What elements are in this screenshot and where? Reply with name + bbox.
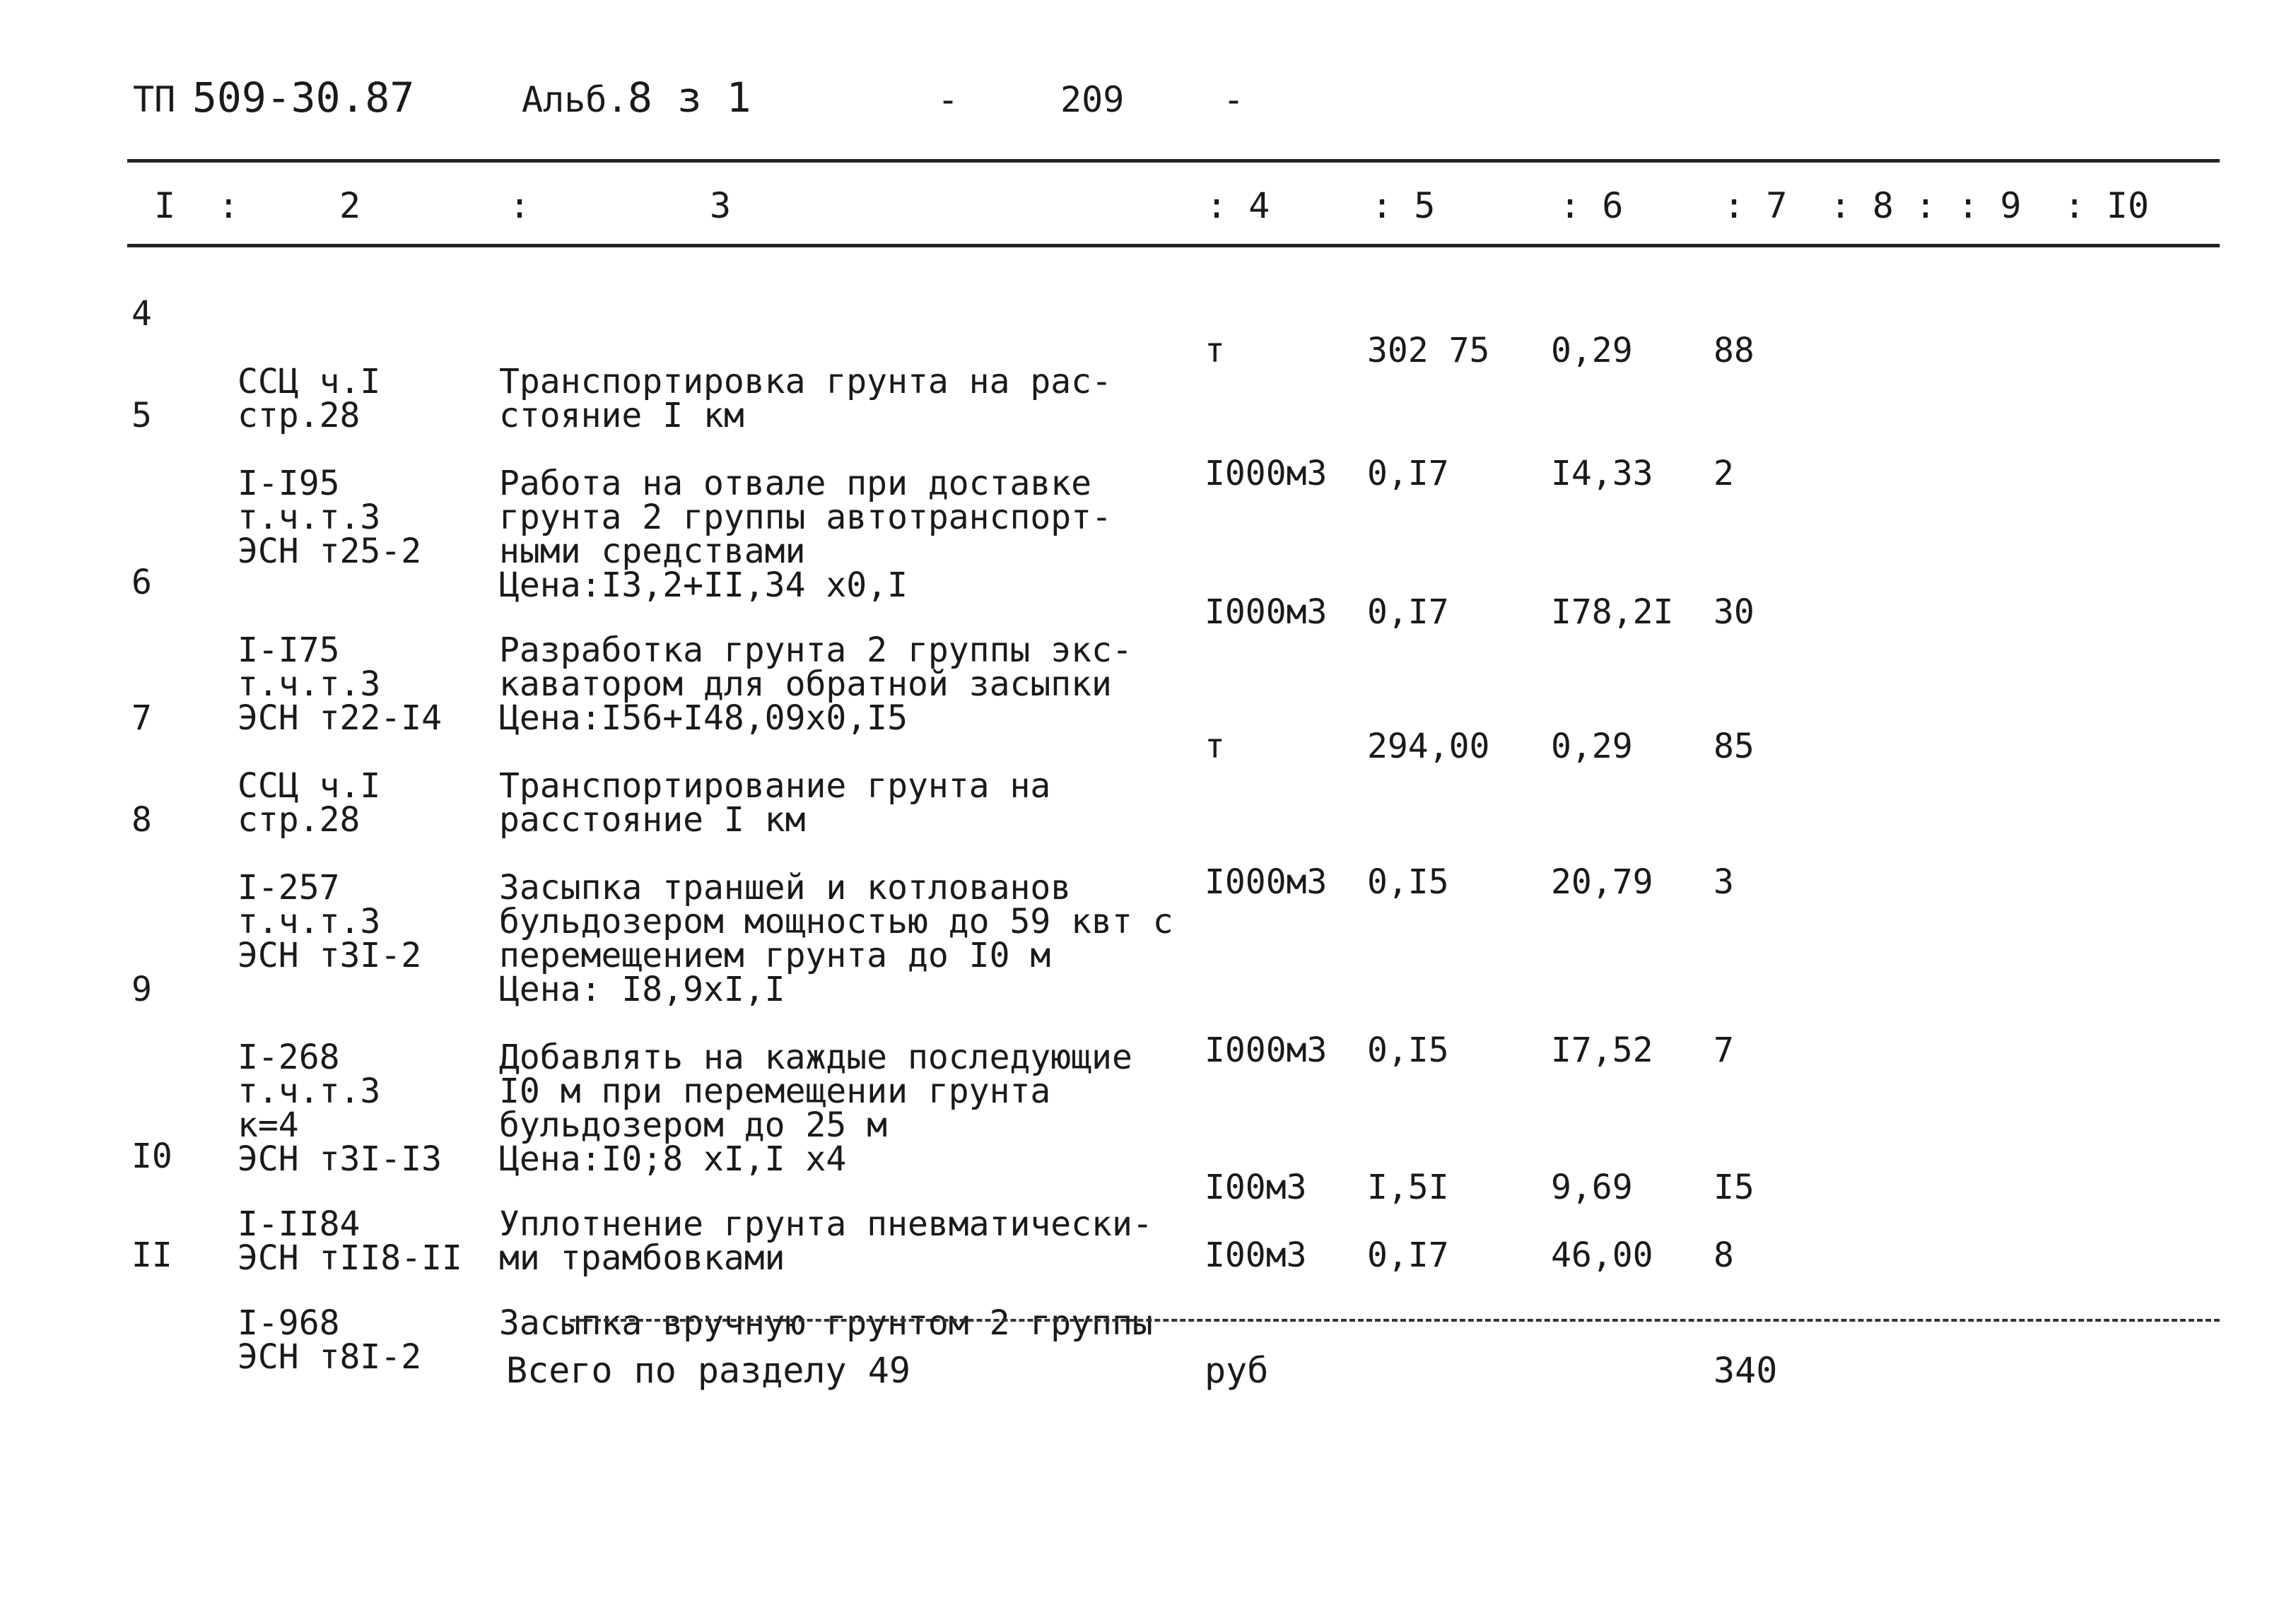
- unit-price: 46,00: [1551, 1235, 1653, 1275]
- unit: I000м3: [1205, 592, 1328, 632]
- cost: 7: [1714, 1030, 1734, 1070]
- work-description: Уплотнение грунта пневматически- ми трамбовками: [499, 1204, 1153, 1278]
- column-header-2: 2: [339, 185, 361, 226]
- unit: т: [1205, 727, 1225, 766]
- cost: 8: [1714, 1235, 1734, 1275]
- cost: 88: [1714, 331, 1755, 370]
- column-header-sep: :: [509, 185, 531, 226]
- norm-code: I-I95 т.ч.т.3 ЭСН т25-2: [238, 464, 422, 571]
- top-rule: [127, 159, 2220, 163]
- unit: I00м3: [1205, 1235, 1307, 1275]
- unit: I000м3: [1205, 454, 1328, 493]
- norm-code: I-268 т.ч.т.3 к=4 ЭСН т3I-I3: [238, 1038, 442, 1179]
- header-dash-left: -: [937, 79, 959, 120]
- row-number: 7: [131, 698, 152, 738]
- column-header-4: : 4: [1206, 185, 1270, 226]
- column-header-6: : 6: [1559, 185, 1624, 226]
- unit-price: 20,79: [1551, 862, 1653, 902]
- work-description: Засыпка вручную грунтом 2 группы: [499, 1303, 1153, 1343]
- work-description: Добавлять на каждые последующие I0 м при перемещении грунта бульдозером до 25 м Цена:I0;8 хI,I х4: [499, 1038, 1132, 1179]
- column-header-3: 3: [710, 185, 732, 226]
- unit: I000м3: [1205, 862, 1328, 902]
- header-dash-right: -: [1223, 79, 1245, 120]
- row-number: II: [131, 1235, 172, 1275]
- norm-code: I-I75 т.ч.т.3 ЭСН т22-I4: [238, 630, 442, 738]
- row-number: 6: [131, 563, 152, 602]
- doc-number: 509-30.87: [192, 74, 415, 122]
- unit: I000м3: [1205, 1030, 1328, 1070]
- unit-price: 0,29: [1551, 727, 1633, 766]
- total-unit: руб: [1205, 1350, 1269, 1391]
- column-header-5: : 5: [1371, 185, 1436, 226]
- norm-code: ССЦ ч.I стр.28: [238, 362, 381, 435]
- quantity: 0,I7: [1367, 592, 1449, 632]
- work-description: Засыпка траншей и котлованов бульдозером мощностью до 59 квт с перемещением грунта до I0 м Цена: I8,9хI,I: [499, 868, 1173, 1009]
- work-description: Транспортирование грунта на расстояние I км: [499, 766, 1051, 840]
- quantity: 0,I5: [1367, 1030, 1449, 1070]
- total-label: Всего по разделу 49: [506, 1350, 910, 1391]
- row-number: 8: [131, 800, 152, 840]
- work-description: Разработка грунта 2 группы экс- каватором для обратной засыпки Цена:I56+I48,09х0,I5: [499, 630, 1132, 738]
- page-number: 209: [1060, 79, 1125, 120]
- total-value: 340: [1714, 1350, 1778, 1391]
- quantity: 294,00: [1367, 727, 1490, 766]
- quantity: 0,I7: [1367, 1235, 1449, 1275]
- unit: т: [1205, 331, 1225, 370]
- unit-price: I4,33: [1551, 454, 1653, 493]
- album-prefix: Альб.: [522, 79, 628, 120]
- norm-code: I-II84 ЭСН тII8-II: [238, 1204, 462, 1278]
- cost: I5: [1714, 1168, 1755, 1207]
- cost: 3: [1714, 862, 1734, 902]
- unit-price: 0,29: [1551, 331, 1633, 370]
- norm-code: I-968 ЭСН т8I-2: [238, 1303, 422, 1377]
- row-number: 5: [131, 396, 152, 435]
- cost: 85: [1714, 727, 1755, 766]
- quantity: 302 75: [1367, 331, 1490, 370]
- doc-prefix: ТП: [133, 79, 176, 120]
- norm-code: ССЦ ч.I стр.28: [238, 766, 381, 840]
- total-rule: [570, 1319, 2220, 1322]
- header-rule: [127, 244, 2220, 247]
- row-number: 9: [131, 970, 152, 1009]
- unit-price: I78,2I: [1551, 592, 1674, 632]
- work-description: Работа на отвале при доставке грунта 2 группы автотранспорт- ными средствами Цена:I3,2+II,34 х0,I: [499, 464, 1112, 605]
- quantity: I,5I: [1367, 1168, 1449, 1207]
- quantity: 0,I7: [1367, 454, 1449, 493]
- cost: 2: [1714, 454, 1734, 493]
- row-number: I0: [131, 1137, 172, 1176]
- column-header-1: I :: [154, 185, 240, 226]
- norm-code: I-257 т.ч.т.3 ЭСН т3I-2: [238, 868, 422, 975]
- unit-price: I7,52: [1551, 1030, 1653, 1070]
- unit: I00м3: [1205, 1168, 1307, 1207]
- work-description: Транспортировка грунта на рас- стояние I км: [499, 362, 1112, 435]
- row-number: 4: [131, 294, 152, 334]
- album-number: 8 з 1: [628, 74, 751, 122]
- cost: 30: [1714, 592, 1755, 632]
- unit-price: 9,69: [1551, 1168, 1633, 1207]
- quantity: 0,I5: [1367, 862, 1449, 902]
- column-header-7-10: : 7 : 8 : : 9 : I0: [1723, 185, 2150, 226]
